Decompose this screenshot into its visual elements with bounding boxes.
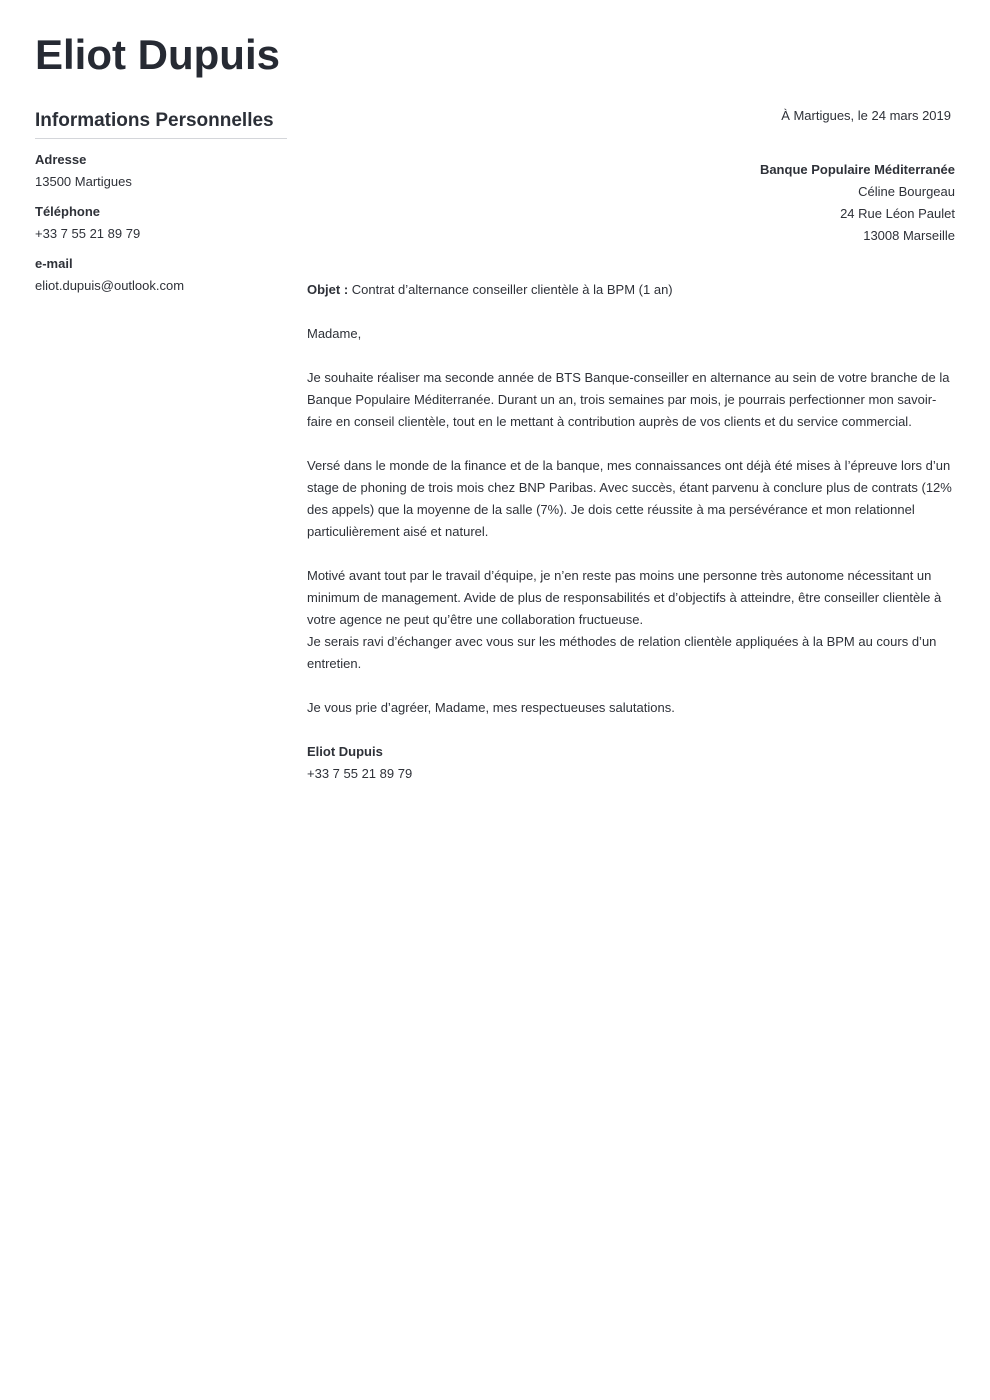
recipient-street: 24 Rue Léon Paulet [840,206,955,221]
recipient-contact: Céline Bourgeau [858,184,955,199]
letter-subject [307,279,955,301]
sidebar-title: Informations Personnelles [35,108,287,139]
email-value: eliot.dupuis@outlook.com [35,278,185,293]
signature-name: Eliot Dupuis [307,744,383,759]
recipient-city: 13008 Marseille [863,228,955,243]
closing: Je vous prie d’agréer, Madame, mes respectueuses salutations. [307,700,675,715]
letter-body [307,105,955,785]
signature-phone: +33 7 55 21 89 79 [307,766,413,781]
email-label: e-mail [35,256,73,271]
signature-block [307,741,955,785]
address-group [35,149,287,193]
subject-text: Contrat d’alternance conseiller clientèle à la BPM (1 an) [351,282,673,297]
recipient-block [307,159,955,247]
paragraph-2: Versé dans le monde de la finance et de la banque, mes connaissances ont déjà été mises à l’épreuve lors d’un stage de phoning de trois mois chez BNP Paribas. Avec succès, étant parvenu à conclure plus de contrats (12% des appels) que la moyenne de la salle (7%). Je dois cette réussite à ma persévérance et mon relationnel particulièrement aisé et naturel. [307,458,952,539]
address-label: Adresse [35,152,87,167]
email-group [35,253,287,297]
phone-value: +33 7 55 21 89 79 [35,226,141,241]
recipient-organization: Banque Populaire Méditerranée [759,162,955,177]
salutation: Madame, [307,326,362,341]
phone-label: Téléphone [35,204,101,219]
candidate-name: Eliot Dupuis [35,31,280,78]
paragraph-1: Je souhaite réaliser ma seconde année de BTS Banque-conseiller en alternance au sein de votre branche de la Banque Populaire Méditerranée. Durant un an, trois semaines par mois, je pourrais perfectionner mon savoir-faire en conseil clientèle, tout en le mettant à contribution auprès de vos clients et du service commercial. [307,370,950,429]
paragraph-3-line-b: Je serais ravi d’échanger avec vous sur les méthodes de relation clientèle appliquées à la BPM au cours d’un entretien. [307,634,937,671]
address-value: 13500 Martigues [35,174,132,189]
letter-date: À Martigues, le 24 mars 2019 [781,108,951,123]
personal-info-sidebar [35,108,287,297]
subject-label: Objet : [307,282,349,297]
paragraph-3-line-a: Motivé avant tout par le travail d’équipe, je n’en reste pas moins une personne très autonome nécessitant un minimum de management. Avide de plus de responsabilités et d’objectifs à atteindre, être conseiller clientèle à votre agence ne peut qu’être une collaboration fructueuse. [307,568,942,627]
paragraph-3 [307,565,955,675]
phone-group [35,201,287,245]
